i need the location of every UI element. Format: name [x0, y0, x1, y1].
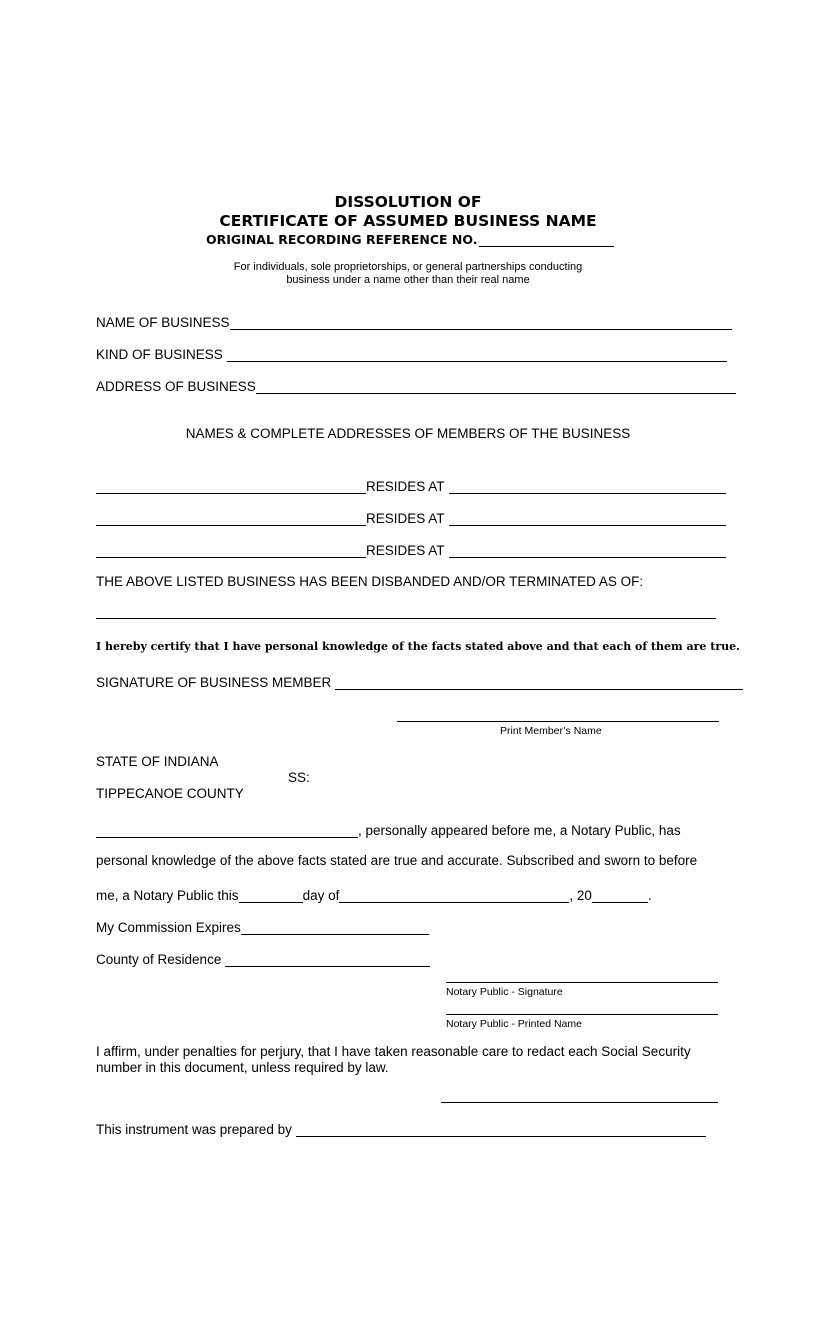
- appearer-name-field[interactable]: [96, 823, 358, 838]
- member-address-field[interactable]: [449, 543, 726, 558]
- affirm-line-2: number in this document, unless required by law.: [96, 1060, 389, 1075]
- member-name-field[interactable]: [96, 511, 366, 526]
- commission-row: [96, 917, 429, 935]
- year-field[interactable]: [592, 888, 648, 903]
- commission-field[interactable]: [241, 920, 429, 935]
- member-signature-label: SIGNATURE OF BUSINESS MEMBER: [96, 675, 332, 690]
- reference-number-field[interactable]: [479, 234, 614, 247]
- notary-signature-field[interactable]: [446, 982, 718, 983]
- member-signature-field[interactable]: [335, 675, 743, 690]
- period: .: [647, 888, 652, 903]
- residence-row: [96, 949, 430, 967]
- year-prefix: , 20: [569, 888, 592, 903]
- business-kind-field[interactable]: [227, 347, 727, 362]
- day-field[interactable]: [239, 888, 303, 903]
- member-signature-row: [96, 672, 743, 690]
- resides-at-label: RESIDES AT: [366, 543, 445, 558]
- month-field[interactable]: [339, 888, 569, 903]
- member-row-1: [96, 476, 726, 494]
- appeared-text: , personally appeared before me, a Notary Public, has: [358, 823, 681, 838]
- state-label: STATE OF INDIANA: [96, 754, 219, 769]
- members-heading: NAMES & COMPLETE ADDRESSES OF MEMBERS OF THE BUSINESS: [185, 426, 631, 441]
- day-of-text: day of: [302, 888, 340, 903]
- commission-label: My Commission Expires: [96, 920, 241, 935]
- business-name-field[interactable]: [230, 315, 732, 330]
- member-name-field[interactable]: [96, 479, 366, 494]
- county-label: TIPPECANOE COUNTY: [96, 786, 244, 801]
- affirm-line-1: I affirm, under penalties for perjury, that I have taken reasonable care to redact each Social Security: [96, 1044, 691, 1059]
- reference-label: ORIGINAL RECORDING REFERENCE NO.: [206, 232, 478, 247]
- notary-printed-name-caption: Notary Public - Printed Name: [446, 1018, 582, 1030]
- subtitle-line-2: business under a name other than their real name: [286, 274, 530, 286]
- business-kind-label: KIND OF BUSINESS: [96, 347, 223, 362]
- termination-date-field[interactable]: [96, 618, 716, 619]
- print-member-name-field[interactable]: [397, 721, 719, 722]
- ss-label: SS:: [288, 770, 310, 785]
- appeared-row: [96, 820, 681, 838]
- title-line-1: DISSOLUTION OF: [334, 193, 482, 211]
- member-address-field[interactable]: [449, 479, 726, 494]
- member-row-3: [96, 540, 726, 558]
- notary-printed-name-field[interactable]: [446, 1014, 718, 1015]
- knowledge-text: personal knowledge of the above facts stated are true and accurate. Subscribed and sworn to before: [96, 853, 698, 868]
- termination-statement: THE ABOVE LISTED BUSINESS HAS BEEN DISBANDED AND/OR TERMINATED AS OF:: [96, 574, 644, 589]
- business-address-label: ADDRESS OF BUSINESS: [96, 379, 256, 394]
- business-name-row: [96, 312, 732, 330]
- subtitle-line-1: For individuals, sole proprietorships, or general partnerships conducting: [233, 261, 583, 273]
- reference-row: [206, 232, 614, 247]
- business-name-label: NAME OF BUSINESS: [96, 315, 230, 330]
- affirm-signature-field[interactable]: [441, 1102, 718, 1103]
- prepared-by-label: This instrument was prepared by: [96, 1122, 292, 1137]
- member-row-2: [96, 508, 726, 526]
- resides-at-label: RESIDES AT: [366, 511, 445, 526]
- residence-label: County of Residence: [96, 952, 222, 967]
- prepared-by-row: [96, 1119, 706, 1137]
- print-member-name-caption: Print Member’s Name: [500, 725, 602, 737]
- business-kind-row: [96, 344, 727, 362]
- member-address-field[interactable]: [449, 511, 726, 526]
- prepared-by-field[interactable]: [296, 1122, 706, 1137]
- business-address-field[interactable]: [256, 379, 736, 394]
- notary-date-row: [96, 885, 652, 903]
- member-name-field[interactable]: [96, 543, 366, 558]
- this-text: me, a Notary Public this: [96, 888, 239, 903]
- notary-signature-caption: Notary Public - Signature: [446, 986, 563, 998]
- resides-at-label: RESIDES AT: [366, 479, 445, 494]
- certification-statement: I hereby certify that I have personal knowledge of the facts stated above and that each of them are true.: [96, 640, 740, 653]
- business-address-row: [96, 376, 736, 394]
- residence-field[interactable]: [225, 952, 430, 967]
- title-line-2: CERTIFICATE OF ASSUMED BUSINESS NAME: [219, 212, 597, 230]
